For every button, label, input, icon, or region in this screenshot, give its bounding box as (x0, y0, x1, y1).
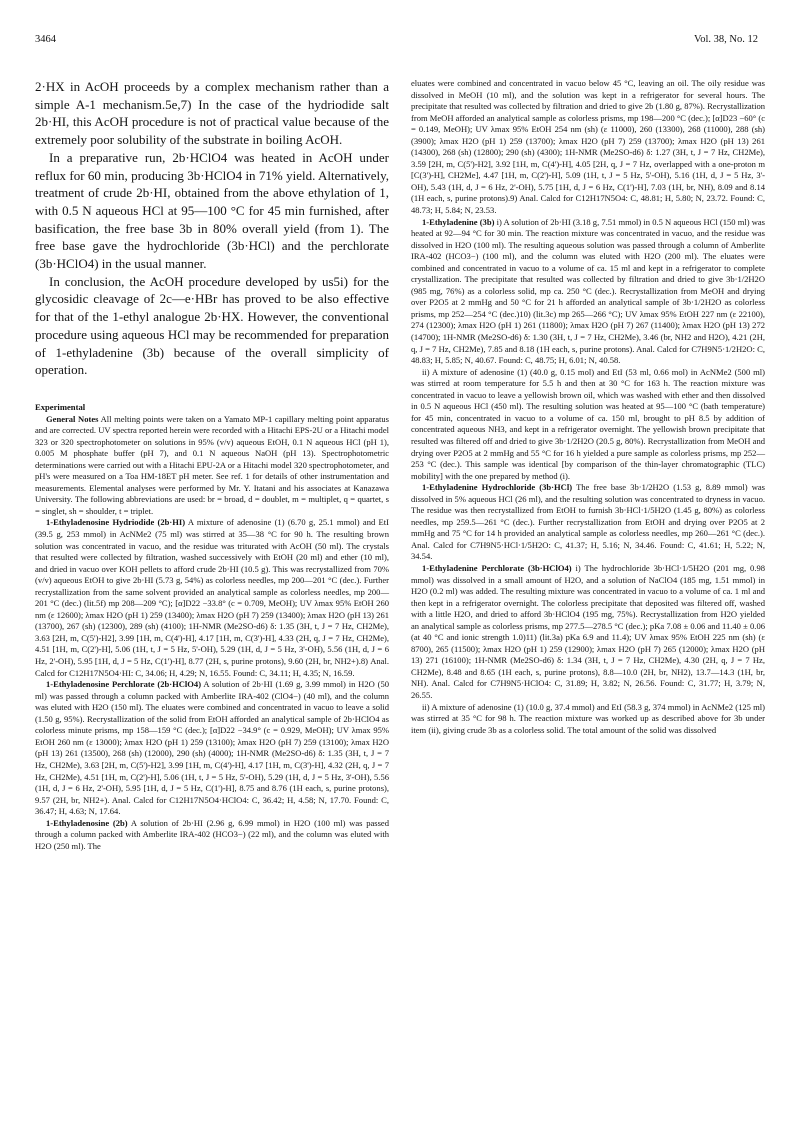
discussion-paragraph-1: 2·HX in AcOH proceeds by a complex mechanism rather than a simple A-1 mechanism.5e,7) In the case of the hydriodide salt 2b·HI, this AcOH procedure is not of practical value because of the extremely poor solubility of the substrate in boiling AcOH. (35, 79, 389, 148)
discussion-paragraph-2: In a preparative run, 2b·HClO4 was heated in AcOH under reflux for 60 min, producing 3b·HClO4 in 71% yield. Alternatively, treatment of crude 2b·HI, obtained from the above ethylation of 1, with 0.5 N aqueous HCl at 95—100 °C for 45 min furnished, after basification, the free base 3b in 80% overall yield (from 1). The free base gave the hydrochloride (3b·HCl) and the perchlorate (3b·HClO4) in the usual manner. (35, 149, 389, 272)
hydriodide-title: 1-Ethyladenosine Hydriodide (2b·HI) (46, 517, 186, 528)
ethyladenine-method-ii: ii) A mixture of adenosine (1) (40.0 g, 0.15 mol) and EtI (53 ml, 0.66 mol) in AcNMe2 (500 ml) was stirred at room temperature for 5.5 h and then at 30 °C for 163 h. The reaction mixture was concentrated in vacuo to leave a yellowish brown oil, which was washed with ether and then dissolved in 0.5 N aqueous HCl (450 ml). The resulting solution was heated at 95—100 °C (bath temperature) for 45 min, concentrated in vacuo to a volume of ca. 150 ml, brought to pH 8.5 by addition of concentrated aqueous NH3, and kept in a refrigerator overnight. The yellowish brown precipitate that resulted was filtered off and dried to give 3b·1/2H2O (20.5 g, 80%). Recrystallization from MeOH and drying over P2O5 at 2 mmHg and 55 °C for 16 h yielded a pure sample as colorless prisms, mp 252—253 °C (dec.). This sample was identical [by comparison of the thin-layer chromatographic (TLC) mobility] with the one prepared by method (i). (411, 366, 765, 481)
hydrochloride-title: 1-Ethyladenine Hydrochloride (3b·HCl) (422, 482, 573, 493)
general-notes-text: All melting points were taken on a Yamato MP-1 capillary melting point apparatus and are corrected. UV spectra reported herein were recorded with a Hitachi EPS-2U or a Hitachi model 323 or 320 spectrophotometer on solutions in 95% (v/v) aqueous EtOH, 0.1 N aqueous HCl (pH 1), 0.005 M phosphate buffer (pH 7), and 0.1 N aqueous NaOH (pH 13). Spectrophotometric determinations were carried out with a Hitachi EPU-2A or a Hitachi model 320 spectrophotometer, and pH's were measured on a Toa HM-18ET pH meter. See ref. 1 for details of other instrumentation and measurements. Elemental analyses were performed by Mr. Y. Itatani and his associates at Kanazawa University. The following abbreviations are used: br = broad, d = doublet, m = multiplet, q = quartet, s = singlet, sh = shoulder, t = triplet. (35, 413, 389, 516)
ethyladenine-perchlorate-title: 1-Ethyladenine Perchlorate (3b·HClO4) (422, 562, 572, 573)
adenosine-continued: eluates were combined and concentrated in vacuo below 45 °C, leaving an oil. The oily residue was dissolved in MeOH (10 ml), and the solution was kept in a refrigerator for several hours. The precipitate that resulted was collected by filtration and dried to give 2b (1.80 g, 87%). Recrystallization from MeOH afforded an analytical sample as colorless prisms, mp 198—200 °C (dec.); [α]D23 −60° (c = 0.149, MeOH); UV λmax 95% EtOH 254 nm (sh) (ε 11000), 260 (13300), 268 (11000), 288 (sh) (3900); λmax H2O (pH 1) 259 (13700); λmax H2O (pH 7) 259 (13700); λmax H2O (pH 13) 261 (14300), 268 (sh) (12800); 290 (sh) (4300); 1H-NMR (Me2SO-d6) δ: 1.27 (3H, t, J = 7 Hz, CH2Me), 3.59 [2H, m, C(5')-H2], 3.92 [1H, m, C(4')-H], 4.05 [2H, q, J = 7 Hz, overlapped with a one-proton m [C(3')-H], CH2Me], 4.47 [1H, m, C(2')-H], 5.09 (1H, t, J = 5 Hz, 5'-OH), 5.16 (1H, d, J = 5 Hz, 3'-OH), 5.43 (1H, d, J = 6 Hz, 2'-OH), 5.75 [1H, d, J = 6 Hz, C(1')-H], 7.03 (1H, br, NH), 8.09 and 8.14 (1H each, s, purine protons).9) Anal. Calcd for C12H17N5O4: C, 48.81; H, 5.80; N, 23.72. Found: C, 48.73; H, 5.84; N, 23.53. (411, 78, 765, 216)
ethyladenine-method-i: i) A solution of 2b·HI (3.18 g, 7.51 mmol) in 0.5 N aqueous HCl (150 ml) was heated at 92—94 °C for 30 min. The reaction mixture was concentrated in vacuo, and the residue was dissolved in H2O (100 ml). The resulting aqueous solution was passed through a column of Amberlite IRA-402 (HCO3−) (100 ml), and the column was eluted with H2O (200 ml). The eluates were combined and concentrated in vacuo to a volume of ca. 15 ml and kept in a refrigerator to complete crystallization. The precipitate that resulted was collected by filtration and dried to give 3b·1/2H2O (985 mg, 76%) as a colorless solid, mp ca. 250 °C (dec.). Recrystallization from MeOH and drying over P2O5 at 2 mmHg and 50 °C for 21 h afforded an analytical sample of 3b·1/2H2O as colorless prisms, mp 252—254 °C (dec.)10) (lit.3c) mp 265—266 °C); UV λmax 95% EtOH 227 nm (ε 22100), 274 (12300); λmax H2O (pH 1) 261 (11800); λmax H2O (pH 7) 267 (11400); λmax H2O (pH 13) 272 (14700); 1H-NMR (Me2SO-d6) δ: 1.30 (3H, t, J = 7 Hz, CH2Me), 3.46 (br, NH2 and H2O), 4.21 (2H, q, J = 7 Hz, CH2Me), 7.85 and 8.18 (1H each, s, purine protons). Anal. Calcd for C7H9N5·1/2H2O: C, 48.83; H, 5.85; N, 40.67. Found: C, 48.75; H, 6.01; N, 40.58. (411, 216, 766, 366)
general-notes-title: General Notes (46, 413, 99, 424)
journal-volume: Vol. 38, No. 12 (694, 34, 758, 45)
ethyladenine-perchlorate-method-ii: ii) A mixture of adenosine (1) (10.0 g, 37.4 mmol) and EtI (58.3 g, 374 mmol) in AcNMe2 (125 ml) was stirred at 35 °C for 98 h. The reaction mixture was worked up as described above for 3b under item (ii), giving crude 3b as a colorless solid. The total amount of the solid was dissolved (411, 701, 765, 735)
hydriodide-text: A mixture of adenosine (1) (6.70 g, 25.1 mmol) and EtI (39.5 g, 253 mmol) in AcNMe2 (75 ml) was stirred at 35—38 °C for 90 h. The resulting brown solution was concentrated in vacuo, and the residue was triturated with AcOH (50 ml). The crystals that resulted were collected by filtration, washed successively with EtOH (20 ml) and ether (10 ml), and dried in vacuo over KOH pellets to afford crude 2b·HI (10.5 g). This was recrystallized from 70% (v/v) aqueous EtOH to give 2b·HI (5.73 g, 54%) as colorless needles, mp 200—201 °C (dec.). Further recrystallization from the same solvent provided an analytical sample as colorless needles, mp 200—201 °C (dec.) (lit.5f) mp 208—209 °C); [α]D22 −33.8° (c = 0.709, MeOH); UV λmax 95% EtOH 260 nm (ε 12600); λmax H2O (pH 1) 259 (13400); λmax H2O (pH 7) 259 (13400); λmax H2O (pH 13) 261 (13700), 267 (sh) (12300), 289 (sh) (4100); 1H-NMR (Me2SO-d6) δ: 1.35 (3H, t, J = 7 Hz, CH2Me), 3.63 [2H, m, C(5')-H2], 3.99 [1H, m, C(4')-H], 4.17 [1H, m, C(3')-H], 4.33 (2H, q, J = 7 Hz, CH2Me), 4.51 [1H, m, C(2')-H], 5.06 (1H, t, J = 5 Hz, 5'-OH), 5.29 (1H, d, J = 5 Hz, 3'-OH), 5.56 (1H, d, J = 6 Hz, 2'-OH), 5.95 [1H, d, J = 5 Hz, C(1')-H], 8.77 (2H, s, purine protons), 9.60 (2H, br, NH2+).8) Anal. Calcd for C12H17N5O4·HI: C, 34.06; H, 4.29; N, 16.55. Found: C, 34.11; H, 4.35; N, 16.59. (35, 517, 389, 678)
adenosine-text: A solution of 2b·HI (2.96 g, 6.99 mmol) in H2O (100 ml) was passed through a column packed with Amberlite IRA-402 (HCO3−) (22 ml), and the column was eluted with H2O (250 ml). The (35, 817, 389, 851)
adenosine-title: 1-Ethyladenosine (2b) (46, 817, 128, 828)
experimental-heading: Experimental (35, 401, 86, 412)
conclusion-paragraph: In conclusion, the AcOH procedure developed by us5i) for the glycosidic cleavage of 2c—e·HBr has proved to be also effective for that of the 1-ethyl analogue 2b·HX. However, the conventional procedure using aqueous HCl may be recommended for preparation of 1-ethyladenine (3b) because of the overall simplicity of operation. (35, 273, 389, 378)
left-column (35, 78, 389, 852)
perchlorate-title: 1-Ethyladenosine Perchlorate (2b·HClO4) (46, 679, 202, 690)
right-column (411, 78, 765, 736)
perchlorate-text: A solution of 2b·HI (1.69 g, 3.99 mmol) in H2O (50 ml) was passed through a column packed with Amberlite IRA-402 (ClO4−) (40 ml), and the column was eluted with H2O (150 ml). The eluates were combined and concentrated in vacuo to leave a solid (1.50 g, 95%). Recrystallization of the solid from EtOH afforded an analytical sample of 2b·HClO4 as colorless minute prisms, mp 158—159 °C (dec.); [α]D22 −34.9° (c = 0.929, MeOH); UV λmax 95% EtOH 260 nm (ε 13000); λmax H2O (pH 1) 259 (13100); λmax H2O (pH 7) 259 (13100); λmax H2O (pH 13) 261 (13500), 268 (sh) (12000), 290 (sh) (4000); 1H-NMR (Me2SO-d6) δ: 1.35 (3H, t, J = 7 Hz, CH2Me), 3.63 [2H, m, C(5')-H2], 3.99 [1H, m, C(4')-H], 4.17 [1H, m, C(3')-H], 4.32 (2H, q, J = 7 Hz, CH2Me), 4.51 [1H, m, C(2')-H], 5.06 (1H, t, J = 5 Hz, 5'-OH), 5.29 (1H, d, J = 5 Hz, 3'-OH), 5.56 (1H, d, J = 6 Hz, 2'-OH), 5.95 [1H, d, J = 5 Hz, C(1')-H], 8.75 and 8.76 (1H each, s, purine protons), 9.57 (2H, br, NH2+). Anal. Calcd for C12H17N5O4·HClO4: C, 36.42; H, 4.58; N, 17.70. Found: C, 36.47; H, 4.63; N, 17.64. (35, 679, 389, 817)
ethyladenine-title: 1-Ethyladenine (3b) (422, 216, 495, 227)
page-number: 3464 (35, 34, 56, 45)
hydrochloride-text: The free base 3b·1/2H2O (1.53 g, 8.89 mmol) was dissolved in 5% aqueous HCl (26 ml), and the resulting solution was concentrated to dryness in vacuo. The residue was then recrystallized from EtOH to furnish 3b·HCl·1/5H2O (1.45 g, 80%) as colorless needles, mp 259.5—261 °C (dec.). Further recrystallization from EtOH and drying over P2O5 at 2 mmHg and 75 °C for 14 h provided an analytical sample as colorless needles, mp 260—261 °C (dec.). Anal. Calcd for C7H9N5·HCl·1/5H2O: C, 41.37; H, 5.16; N, 34.46. Found: C, 41.61; H, 5.22; N, 34.54. (411, 482, 765, 562)
ethyladenine-perchlorate-text: i) The hydrochloride 3b·HCl·1/5H2O (201 mg, 0.98 mmol) was dissolved in a small amount of H2O, and a solution of NaClO4 (185 mg, 1.51 mmol) in H2O (0.2 ml) was added. The resulting mixture was concentrated in vacuo to a volume of ca. 1 ml and then kept in a refrigerator overnight. The colorless precipitate that deposited was filtered off, washed with a little H2O, and dried to afford 3b·HClO4 (195 mg, 75%). Recrystallization from H2O yielded an analytical sample as colorless prisms, mp 277.5—278.5 °C (dec.); pKa 7.08 ± 0.06 and 11.40 ± 0.06 (at 40 °C and ionic strength 1.0)11) (lit.3a) pKa 6.9 and 11.4); UV λmax 95% EtOH 225 nm (sh) (ε 8700), 265 (11500); λmax H2O (pH 1) 259 (12900); λmax H2O (pH 7) 265 (12000); λmax H2O (pH 13) 271 (16100); 1H-NMR (Me2SO-d6) δ: 1.34 (3H, t, J = 7 Hz, CH2Me), 4.30 (2H, q, J = 7 Hz, CH2Me), 8.48 and 8.65 (1H each, s, purine protons), 8.8—10.0 (2H, br, NH2), 13.7—14.3 (1H, br, NH). Anal. Calcd for C7H9N5·HClO4: C, 31.89; H, 3.82; N, 26.56. Found: C, 31.77; H, 3.79; N, 26.55. (411, 562, 766, 700)
